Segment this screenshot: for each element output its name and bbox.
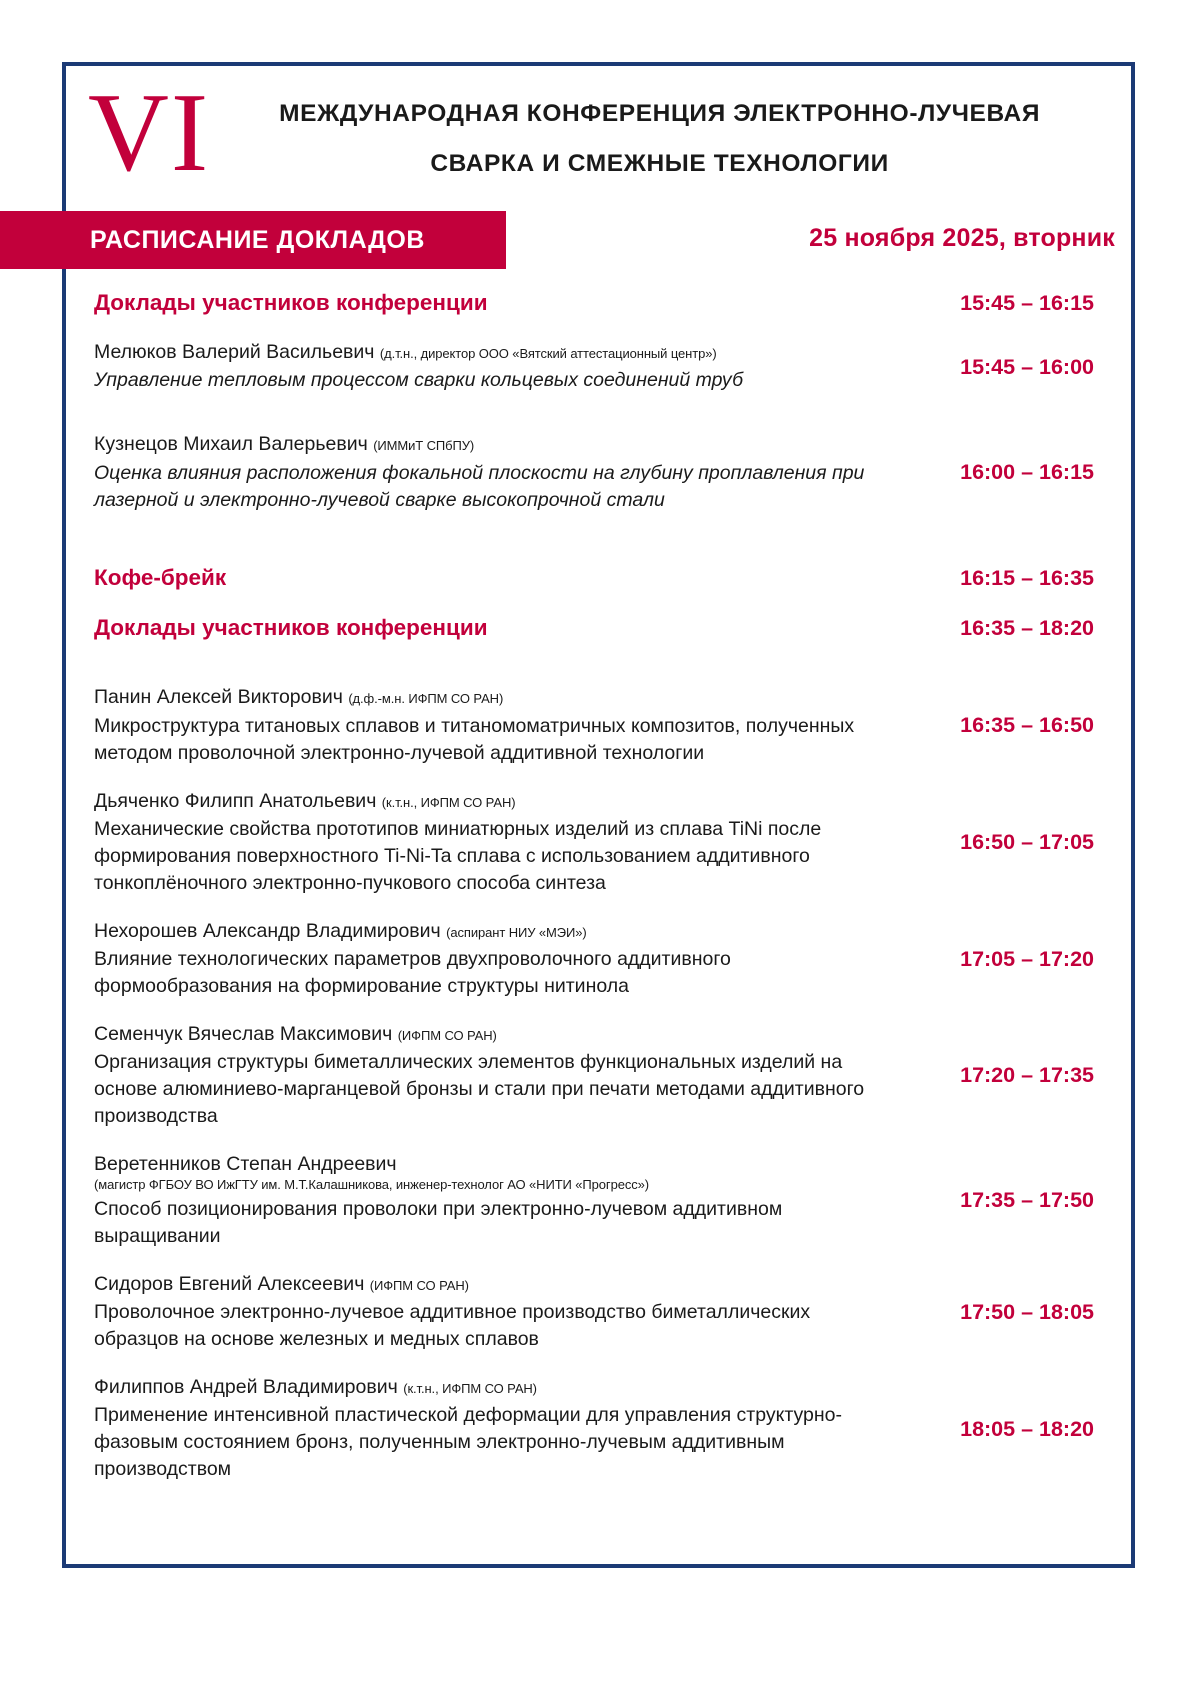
talk-affiliation: (ИММиТ СПбПУ)	[373, 438, 475, 454]
section-header	[94, 290, 1094, 316]
talk-time: 17:05 – 17:20	[960, 946, 1094, 971]
talk-speaker-name: Мелюков Валерий Васильевич	[94, 341, 375, 363]
section-header	[94, 565, 1094, 591]
schedule-ribbon	[0, 211, 506, 269]
talk-info	[94, 340, 909, 394]
talk-affiliation: (д.т.н., директор ООО «Вятский аттестационный центр»)	[379, 346, 717, 361]
talk-topic: Управление тепловым процессом сварки кольцевых соединений труб	[94, 369, 744, 392]
talk-row	[94, 919, 1094, 1000]
talk-speaker	[94, 340, 891, 365]
talk-speaker-name: Филиппов Андрей Владимирович	[94, 1376, 398, 1399]
talk-info	[94, 1152, 909, 1250]
talk-info	[94, 1375, 909, 1483]
talk-info	[94, 685, 909, 766]
talk-info	[94, 1272, 909, 1353]
talk-info	[94, 919, 909, 1000]
talk-row	[94, 789, 1094, 897]
talk-time: 17:50 – 18:05	[960, 1299, 1094, 1324]
section-title: Кофе-брейк	[94, 565, 227, 591]
talk-time: 17:35 – 17:50	[960, 1188, 1094, 1213]
section-time: 16:15 – 16:35	[960, 565, 1094, 590]
talk-row	[94, 1022, 1094, 1130]
talk-speaker	[94, 1022, 891, 1047]
talk-topic: Оценка влияния расположения фокальной плоскости на глубину проплавления при лазерной и электронно-лучевой сварке высокопрочной стали	[94, 461, 865, 511]
talk-topic: Способ позиционирования проволоки при электронно-лучевом аддитивном выращивании	[94, 1198, 783, 1247]
talk-row	[94, 1152, 1094, 1250]
talk-row	[94, 1272, 1094, 1353]
talk-affiliation: (ИФПМ СО РАН)	[397, 1027, 497, 1043]
talk-affiliation: (магистр ФГБОУ ВО ИжГТУ им. М.Т.Калашникова, инженер-технолог АО «НИТИ «Прогресс»)	[94, 1177, 649, 1193]
talk-info	[94, 789, 909, 897]
section-time: 15:45 – 16:15	[960, 290, 1094, 315]
talk-speaker-name: Семенчук Вячеслав Максимович	[94, 1022, 393, 1045]
section-time: 16:35 – 18:20	[960, 615, 1094, 640]
talk-speaker-name: Дьяченко Филипп Анатольевич	[94, 789, 377, 812]
talk-speaker-name: Сидоров Евгений Алексеевич	[94, 1272, 365, 1295]
talk-row	[94, 432, 1094, 513]
talk-affiliation: (к.т.н., ИФПМ СО РАН)	[403, 1381, 537, 1397]
talk-row	[94, 685, 1094, 766]
talk-speaker-name: Панин Алексей Викторович	[94, 686, 343, 709]
talk-info	[94, 1022, 909, 1130]
talk-speaker	[94, 1375, 891, 1400]
talk-topic: Проволочное электронно-лучевое аддитивное производство биметаллических образцов на основе железных и медных сплавов	[94, 1301, 811, 1351]
schedule-date: 25 ноября 2025, вторник	[809, 224, 1115, 252]
section-title: Доклады участников конференции	[94, 290, 488, 315]
talk-topic: Организация структуры биметаллических элементов функциональных изделий на основе алюминиево-марганцевой бронзы и стали при печати методами аддитивного производства	[94, 1051, 865, 1127]
talk-affiliation: (д.ф.-м.н. ИФПМ СО РАН)	[348, 691, 504, 707]
schedule-content	[94, 290, 1094, 1505]
talk-affiliation: (ИФПМ СО РАН)	[369, 1277, 469, 1293]
conference-title-line-2: СВАРКА И СМЕЖНЫЕ ТЕХНОЛОГИИ	[430, 149, 889, 177]
talk-speaker	[94, 919, 891, 944]
talk-time: 17:20 – 17:35	[960, 1063, 1094, 1088]
talk-time: 16:50 – 17:05	[960, 830, 1094, 855]
talk-time: 16:35 – 16:50	[960, 713, 1094, 738]
conference-number: VI	[88, 70, 211, 195]
conference-title-block	[228, 97, 1131, 179]
talk-affiliation: (к.т.н., ИФПМ СО РАН)	[381, 794, 516, 810]
talk-topic: Влияние технологических параметров двухпроволочного аддитивного формообразования на формирование структуры нитинола	[94, 947, 731, 997]
talk-speaker	[94, 432, 891, 457]
talk-speaker	[94, 1272, 891, 1297]
talk-info	[94, 432, 909, 513]
talk-speaker-name: Нехорошев Александр Владимирович	[94, 919, 441, 942]
section-header	[94, 615, 1094, 641]
talk-topic: Механические свойства прототипов миниатюрных изделий из сплава TiNi после формирования поверхностного Ti-Ni-Ta сплава с использованием аддитивного тонкоплёночного электронно-пучкового способа синтеза	[94, 817, 822, 894]
section-title: Доклады участников конференции	[94, 615, 488, 641]
talk-row	[94, 1375, 1094, 1483]
talk-row	[94, 340, 1094, 394]
talk-time: 16:00 – 16:15	[960, 460, 1094, 485]
talk-speaker	[94, 789, 891, 814]
schedule-ribbon-label: РАСПИСАНИЕ ДОКЛАДОВ	[90, 225, 425, 254]
talk-affiliation: (аспирант НИУ «МЭИ»)	[446, 924, 587, 940]
talk-time: 18:05 – 18:20	[960, 1416, 1094, 1441]
conference-header	[66, 66, 1131, 211]
talk-speaker	[94, 1152, 891, 1194]
talk-topic: Микроструктура титановых сплавов и титаномоматричных композитов, полученных методом проволочной электронно-лучевой аддитивной технологии	[94, 714, 855, 764]
talk-topic: Применение интенсивной пластической деформации для управления структурно-фазовым состоянием бронз, полученным электронно-лучевым аддитивным производством	[94, 1404, 842, 1481]
talk-speaker-name: Кузнецов Михаил Валерьевич	[94, 433, 368, 456]
talk-speaker-name: Веретенников Степан Андреевич	[94, 1152, 397, 1175]
talk-time: 15:45 – 16:00	[960, 354, 1094, 379]
conference-title-line-1: МЕЖДУНАРОДНАЯ КОНФЕРЕНЦИЯ ЭЛЕКТРОННО-ЛУЧЕВАЯ	[279, 100, 1041, 128]
talk-speaker	[94, 685, 891, 710]
